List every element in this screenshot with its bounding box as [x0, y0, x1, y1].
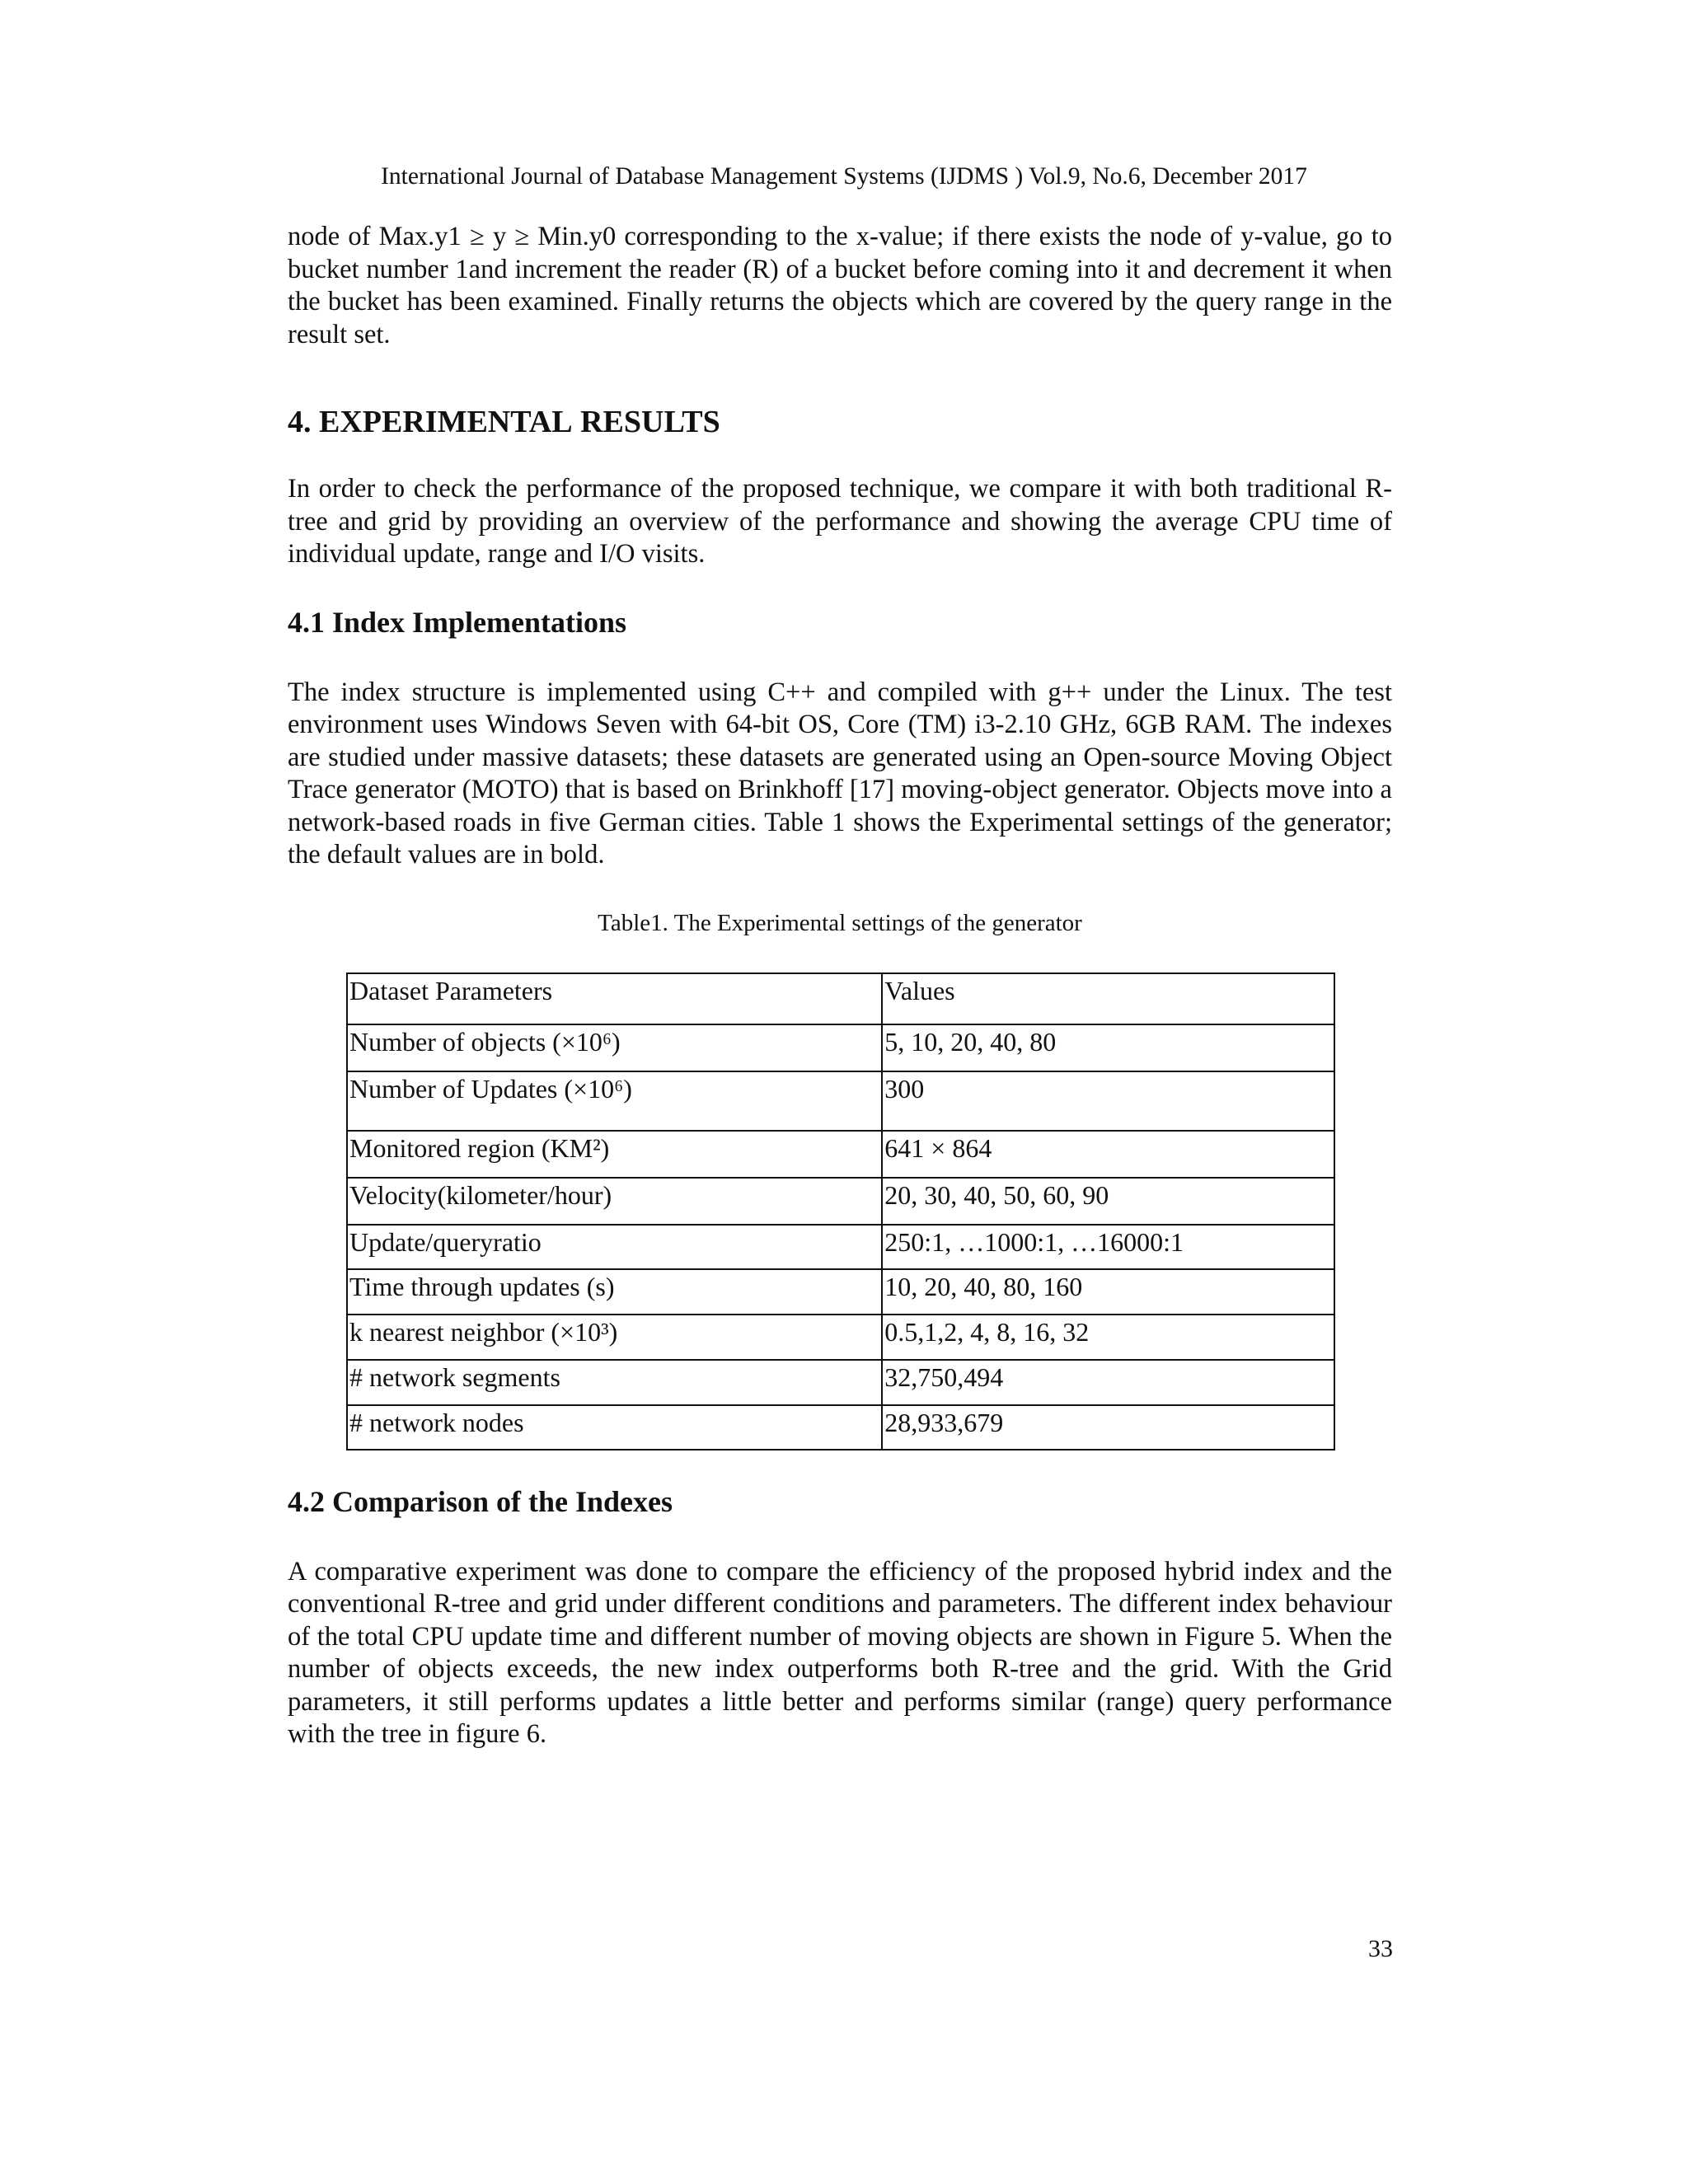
table-row	[347, 1024, 1334, 1071]
section-4-number: 4.	[288, 405, 312, 439]
table-row	[347, 1269, 1334, 1315]
section-4-2-paragraph: A comparative experiment was done to compare the efficiency of the proposed hybrid index and the conventional R-tree and grid under different conditions and parameters. The different index behaviour of the total CPU update time and different number of moving objects are shown in Figure 5. When the number of objects exceeds, the new index outperforms both R-tree and the grid. With the Grid parameters, it still performs updates a little better and performs similar (range) query performance with the tree in figure 6.	[288, 1556, 1392, 1749]
table-cell-value: 0.5,1,2, 4, 8, 16, 32	[882, 1315, 1334, 1360]
settings-table	[346, 972, 1335, 1451]
table-cell-value: 5, 10, 20, 40, 80	[882, 1024, 1334, 1071]
table-cell-parameter: Time through updates (s)	[347, 1269, 882, 1315]
section-4-2-heading: 4.2 Comparison of the Indexes	[288, 1484, 673, 1518]
table-header-row	[347, 973, 1334, 1024]
table-row	[347, 1131, 1334, 1178]
table-cell-value: 32,750,494	[882, 1360, 1334, 1405]
table-row	[347, 1360, 1334, 1405]
section-4-heading	[288, 404, 1392, 440]
table-caption: Table1. The Experimental settings of the generator	[598, 909, 1082, 936]
page-body	[288, 221, 1392, 1751]
table-header-cell: Dataset Parameters	[347, 973, 882, 1024]
table-header-cell: Values	[882, 973, 1334, 1024]
table-row	[347, 1178, 1334, 1225]
table-row	[347, 1071, 1334, 1131]
table-cell-value: 250:1, …1000:1, …16000:1	[882, 1225, 1334, 1269]
table-cell-value: 28,933,679	[882, 1405, 1334, 1450]
table-cell-value: 20, 30, 40, 50, 60, 90	[882, 1178, 1334, 1225]
page-number: 33	[1368, 1935, 1393, 1962]
table-cell-parameter: Number of objects (×10⁶)	[347, 1024, 882, 1071]
section-4-paragraph: In order to check the performance of the proposed technique, we compare it with both traditional R-tree and grid by providing an overview of the performance and showing the average CPU time of individual update, range and I/O visits.	[288, 474, 1392, 569]
table-cell-value: 300	[882, 1071, 1334, 1131]
table-cell-parameter: # network nodes	[347, 1405, 882, 1450]
section-4-1-heading: 4.1 Index Implementations	[288, 605, 627, 639]
section-4-word-1: EXPERIMENTAL	[319, 405, 573, 439]
section-4-word-2: RESULTS	[580, 405, 720, 439]
section-4-1-paragraph: The index structure is implemented using C++ and compiled with g++ under the Linux. The test environment uses Windows Seven with 64-bit OS, Core (TM) i3-2.10 GHz, 6GB RAM. The indexes are studied under massive datasets; these datasets are generated using an Open-source Moving Object Trace generator (MOTO) that is based on Brinkhoff [17] moving-object generator. Objects move into a network-based roads in five German cities. Table 1 shows the Experimental settings of the generator; the default values are in bold.	[288, 677, 1392, 869]
table-cell-parameter: Monitored region (KM²)	[347, 1131, 882, 1178]
table-cell-value: 641 × 864	[882, 1131, 1334, 1178]
table-cell-parameter: k nearest neighbor (×10³)	[347, 1315, 882, 1360]
table-row	[347, 1225, 1334, 1269]
table-cell-parameter: Number of Updates (×10⁶)	[347, 1071, 882, 1131]
table-row	[347, 1405, 1334, 1450]
table-cell-value: 10, 20, 40, 80, 160	[882, 1269, 1334, 1315]
table-row	[347, 1315, 1334, 1360]
running-header: International Journal of Database Management Systems (IJDMS ) Vol.9, No.6, December 2017	[381, 163, 1307, 190]
table-cell-parameter: Velocity(kilometer/hour)	[347, 1178, 882, 1225]
table-cell-parameter: # network segments	[347, 1360, 882, 1405]
table-cell-parameter: Update/queryratio	[347, 1225, 882, 1269]
intro-paragraph: node of Max.y1 ≥ y ≥ Min.y0 corresponding to the x-value; if there exists the node of y-value, go to bucket number 1and increment the reader (R) of a bucket before coming into it and decrement it when the bucket has been examined. Finally returns the objects which are covered by the query range in the result set.	[288, 222, 1392, 349]
